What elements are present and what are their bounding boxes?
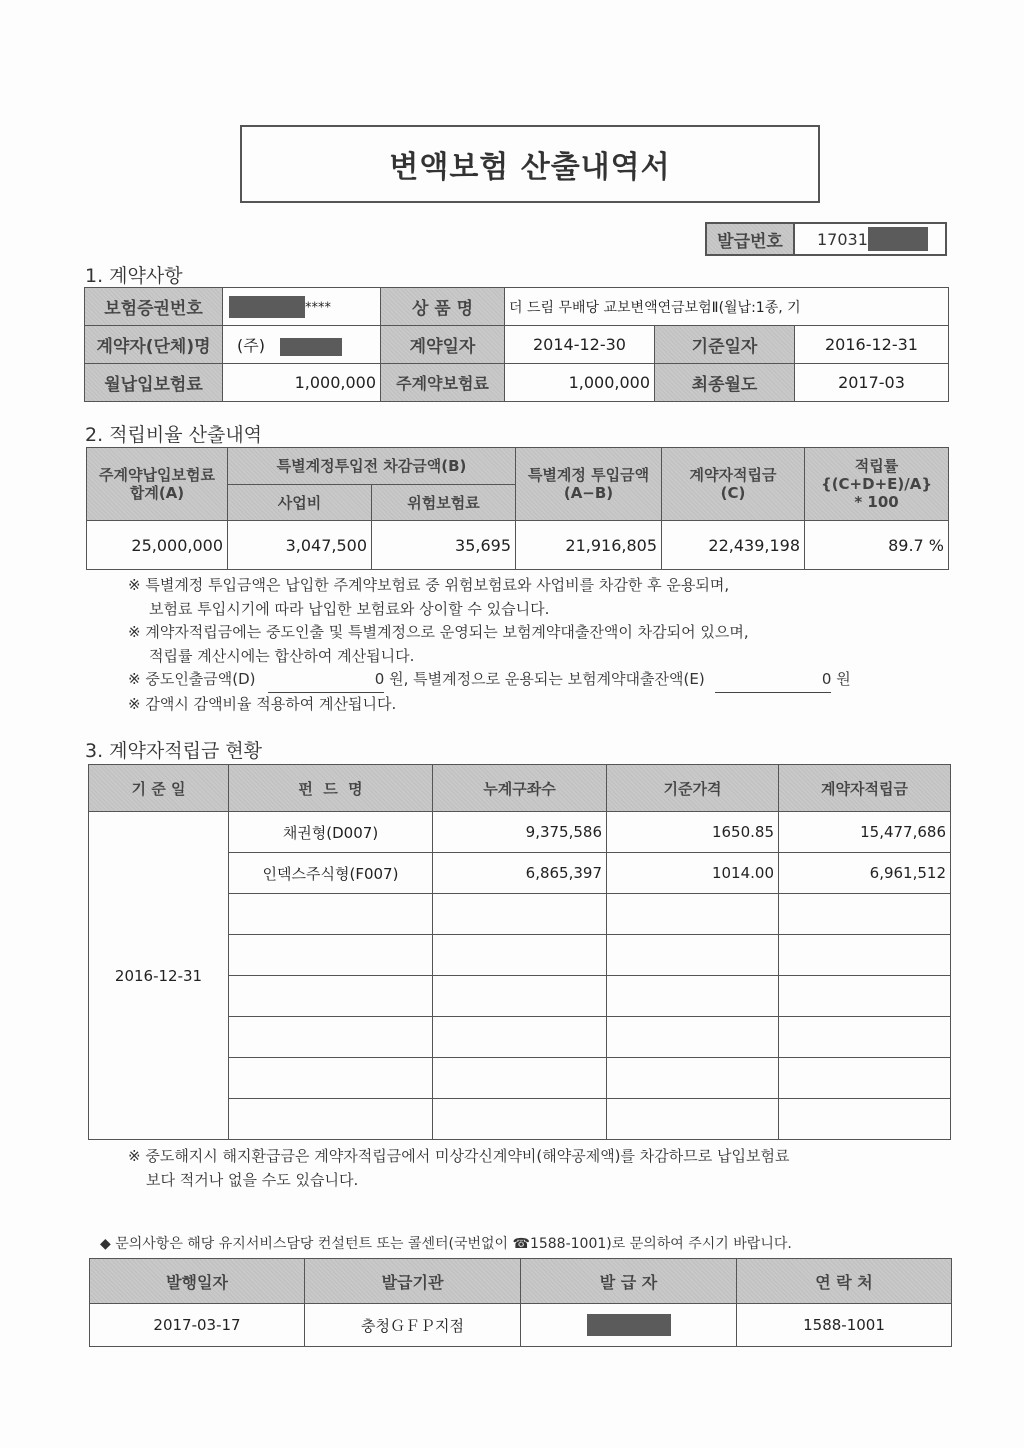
issue-number-value — [795, 224, 945, 254]
fund-name: 채권형(D007) — [229, 812, 433, 853]
ratio-header-line1: 적립률 — [854, 457, 899, 475]
contract-date-value: 2014-12-30 — [505, 326, 655, 364]
section3-title: 3. 계약자적립금 현황 — [85, 740, 263, 762]
withdrawal-unit: 원, 특별계정으로 운용되는 보험계약대출잔액(E) — [389, 670, 705, 688]
product-name: 더 드림 무배당 교보변액연금보험Ⅱ(월납:1종, 기 — [505, 288, 949, 326]
contact-value: 1588-1001 — [737, 1304, 952, 1347]
risk-premium-value: 35,695 — [372, 521, 516, 570]
redaction-block — [280, 338, 342, 356]
reserve: 15,477,686 — [779, 812, 951, 853]
ratio-header-line2: {(C+D+E)/A} — [821, 475, 933, 493]
price: 1014.00 — [607, 853, 779, 894]
inquiry-notice: ◆ 문의사항은 해당 유지서비스담당 컨설턴트 또는 콜센터(국번없이 ☎1588-1001)로 문의하여 주시기 바랍니다. — [100, 1236, 792, 1252]
issuer-table — [89, 1258, 952, 1347]
contract-date-label: 계약일자 — [381, 326, 505, 364]
total-a-header-line2: 합계(A) — [129, 484, 185, 502]
col-reserve: 계약자적립금 — [779, 765, 951, 812]
col-issuer: 발 급 자 — [521, 1259, 737, 1304]
redaction-block — [868, 227, 928, 251]
section2-title: 2. 적립비율 산출내역 — [85, 424, 263, 446]
units: 6,865,397 — [433, 853, 607, 894]
col-issue-date: 발행일자 — [90, 1259, 305, 1304]
product-label: 상 품 명 — [381, 288, 505, 326]
business-cost-header: 사업비 — [228, 485, 372, 521]
withdrawal-line — [128, 668, 851, 693]
fund-name: 인덱스주식형(F007) — [229, 853, 433, 894]
note-line: ※ 중도해지시 해지환급금은 계약자적립금에서 미상각신계약비(해약공제액)를 차감하므로 납입보험료 — [128, 1147, 790, 1165]
units: 9,375,586 — [433, 812, 607, 853]
deduction-b-header: 특별계정투입전 차감금액(B) — [228, 448, 516, 485]
issuer-org-value: 충청ＧＦＰ지점 — [305, 1304, 521, 1347]
col-base-date: 기 준 일 — [89, 765, 229, 812]
note-line: ※ 특별계정 투입금액은 납입한 주계약보험료 중 위험보험료와 사업비를 차감한 후 운용되며, — [128, 576, 730, 594]
issue-date-value: 2017-03-17 — [90, 1304, 305, 1347]
monthly-premium-value: 1,000,000 — [223, 364, 381, 402]
issue-number-box — [705, 222, 947, 256]
loan-value: 0 — [715, 668, 831, 693]
reserve: 6,961,512 — [779, 853, 951, 894]
policy-no-label: 보험증권번호 — [85, 288, 223, 326]
section1-title: 1. 계약사항 — [85, 265, 183, 287]
special-header-line1: 특별계정 투입금액 — [527, 466, 650, 484]
contract-table — [84, 287, 949, 402]
col-contact: 연 락 처 — [737, 1259, 952, 1304]
section2-notes — [128, 574, 851, 716]
special-header-line2: (A−B) — [563, 484, 614, 502]
ratio-header — [805, 448, 949, 521]
contractor-prefix: (주) — [237, 336, 265, 355]
loan-unit: 원 — [836, 670, 851, 688]
issue-number-label: 발급번호 — [707, 224, 795, 254]
redaction-block — [229, 296, 305, 318]
price: 1650.85 — [607, 812, 779, 853]
total-a-header-line1: 주계약납입보험료 — [99, 466, 215, 484]
reserve-status-table — [88, 764, 951, 1140]
reserve-header — [662, 448, 805, 521]
total-a-header — [87, 448, 228, 521]
col-units: 누계구좌수 — [433, 765, 607, 812]
business-cost-value: 3,047,500 — [228, 521, 372, 570]
main-premium-value: 1,000,000 — [505, 364, 655, 402]
withdrawal-value: 0 — [268, 668, 384, 693]
final-month-label: 최종월도 — [655, 364, 795, 402]
note-line: 보험료 투입시기에 따라 납입한 보험료와 상이할 수 있습니다. — [149, 599, 550, 618]
ratio-header-line3: * 100 — [854, 493, 899, 511]
document-title: 변액보험 산출내역서 — [240, 125, 820, 203]
note-line: ※ 계약자적립금에는 중도인출 및 특별계정으로 운영되는 보험계약대출잔액이 차감되어 있으며, — [128, 623, 749, 641]
table-row — [89, 812, 951, 853]
total-a-value: 25,000,000 — [87, 521, 228, 570]
ratio-table — [86, 447, 949, 570]
special-header — [516, 448, 662, 521]
col-issuer-org: 발급기관 — [305, 1259, 521, 1304]
policy-no-suffix: **** — [305, 300, 331, 315]
note-line: ※ 감액시 감액비율 적용하여 계산됩니다. — [128, 694, 397, 713]
col-price: 기준가격 — [607, 765, 779, 812]
col-fund-name: 펀 드 명 — [229, 765, 433, 812]
reserve-header-line2: (C) — [720, 484, 746, 502]
redaction-block — [587, 1314, 671, 1336]
section3-notes — [128, 1145, 789, 1192]
base-date-cell: 2016-12-31 — [89, 812, 229, 1140]
reserve-value: 22,439,198 — [662, 521, 805, 570]
contractor-value — [223, 326, 381, 364]
issuer-value — [521, 1304, 737, 1347]
risk-premium-header: 위험보험료 — [372, 485, 516, 521]
note-line: 보다 적거나 없을 수도 있습니다. — [146, 1170, 359, 1189]
withdrawal-label: ※ 중도인출금액(D) — [128, 670, 256, 688]
note-line: 적립률 계산시에는 합산하여 계산됩니다. — [149, 646, 415, 665]
issue-number-text: 17031 — [817, 229, 868, 249]
monthly-premium-label: 월납입보험료 — [85, 364, 223, 402]
contractor-label: 계약자(단체)명 — [85, 326, 223, 364]
reserve-header-line1: 계약자적립금 — [689, 466, 777, 484]
policy-no-value — [223, 288, 381, 326]
base-date-label: 기준일자 — [655, 326, 795, 364]
final-month-value: 2017-03 — [795, 364, 949, 402]
special-value: 21,916,805 — [516, 521, 662, 570]
ratio-value: 89.7 % — [805, 521, 949, 570]
base-date-value: 2016-12-31 — [795, 326, 949, 364]
main-premium-label: 주계약보험료 — [381, 364, 505, 402]
